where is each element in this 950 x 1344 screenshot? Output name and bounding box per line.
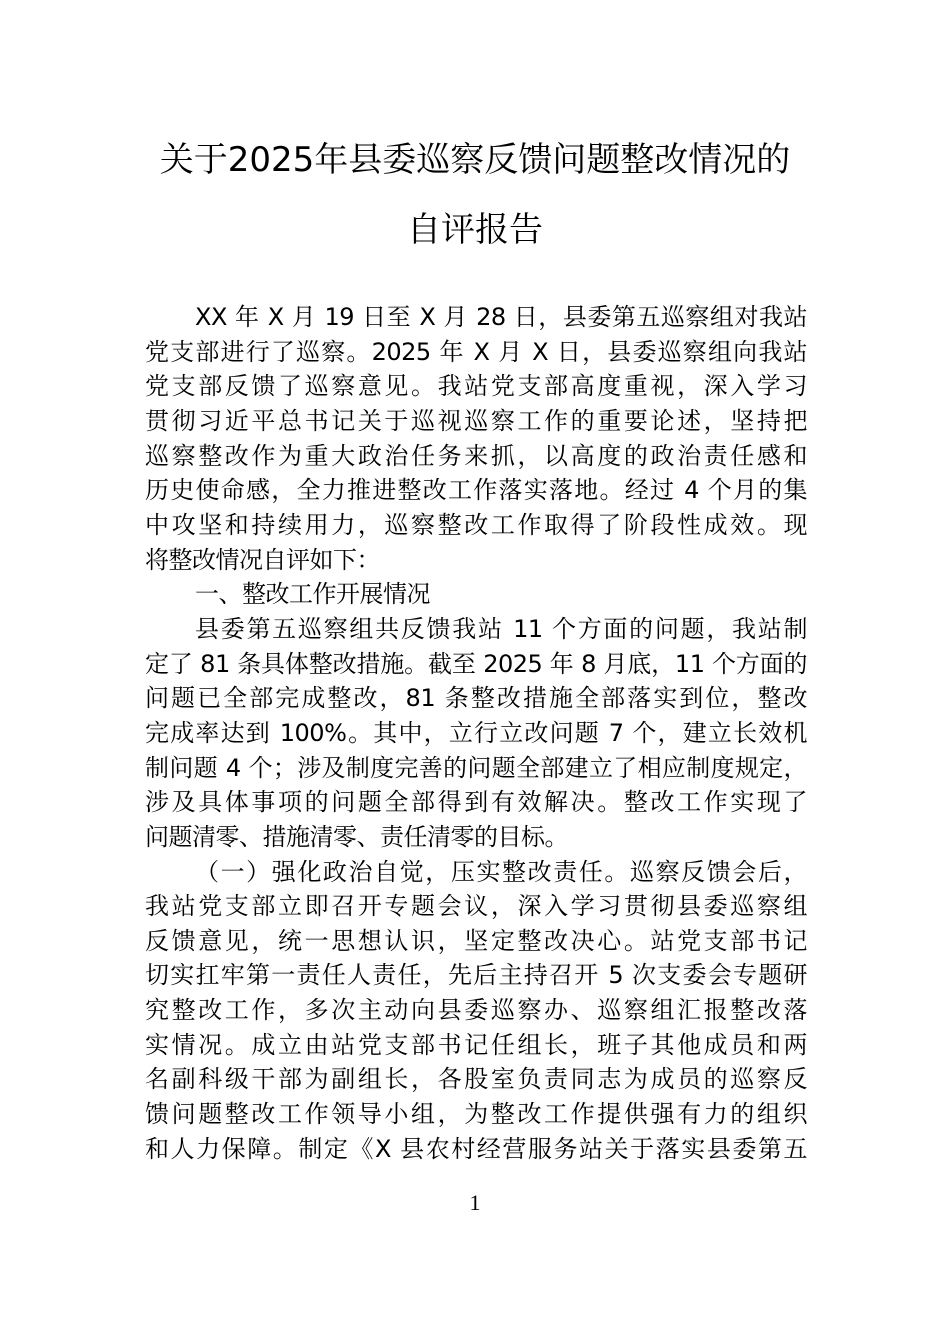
document-title-line-1: 关于2025年县委巡察反馈问题整改情况的 <box>159 140 791 180</box>
text-line: 党支部进行了巡察。2025 年 X 月 X 日，县委巡察组向我站 <box>145 337 807 366</box>
text-line: 和人力保障。制定《X 县农村经营服务站关于落实县委第五 <box>145 1134 807 1163</box>
text-line: 贯彻习近平总书记关于巡视巡察工作的重要论述，坚持把 <box>145 406 807 435</box>
document-body <box>145 300 807 1166</box>
text-line: 问题清零、措施清零、责任清零的目标。 <box>145 822 568 851</box>
paragraph <box>145 300 807 577</box>
text-line: 名副科级干部为副组长，各股室负责同志为成员的巡察反 <box>145 1065 807 1094</box>
section-heading <box>145 577 807 612</box>
text-line: 问题已全部完成整改，81 条整改措施全部落实到位，整改 <box>145 684 807 713</box>
paragraph <box>145 612 807 855</box>
text-line: 巡察整改作为重大政治任务来抓，以高度的政治责任感和 <box>145 441 807 470</box>
text-line: 历史使命感，全力推进整改工作落实落地。经过 4 个月的集 <box>145 476 807 505</box>
text-line: 党支部反馈了巡察意见。我站党支部高度重视，深入学习 <box>145 372 807 401</box>
text-line: 将整改情况自评如下： <box>145 545 380 574</box>
text-line: 究整改工作，多次主动向县委巡察办、巡察组汇报整改落 <box>145 996 807 1025</box>
document-title-line-2: 自评报告 <box>407 210 543 250</box>
text-line: 反馈意见，统一思想认识，坚定整改决心。站党支部书记 <box>145 926 807 955</box>
paragraph <box>145 855 807 1167</box>
text-line: （一）强化政治自觉，压实整改责任。巡察反馈会后， <box>195 857 807 886</box>
text-line: 中攻坚和持续用力，巡察整改工作取得了阶段性成效。现 <box>145 510 807 539</box>
text-line: XX 年 X 月 19 日至 X 月 28 日，县委第五巡察组对我站 <box>195 303 807 331</box>
text-line: 完成率达到 100%。其中，立行立改问题 7 个，建立长效机 <box>145 718 807 747</box>
text-line: 实情况。成立由站党支部书记任组长，班子其他成员和两 <box>145 1030 807 1059</box>
text-line: 制问题 4 个；涉及制度完善的问题全部建立了相应制度规定， <box>145 753 807 782</box>
text-line: 一、整改工作开展情况 <box>195 580 430 609</box>
text-line: 定了 81 条具体整改措施。截至 2025 年 8 月底，11 个方面的 <box>145 649 807 678</box>
text-line: 馈问题整改工作领导小组，为整改工作提供强有力的组织 <box>145 1100 807 1129</box>
text-line: 切实扛牢第一责任人责任，先后主持召开 5 次支委会专题研 <box>145 961 807 990</box>
text-line: 我站党支部立即召开专题会议，深入学习贯彻县委巡察组 <box>145 892 807 921</box>
page-number: 1 <box>469 1190 481 1215</box>
text-line: 涉及具体事项的问题全部得到有效解决。整改工作实现了 <box>145 788 807 817</box>
text-line: 县委第五巡察组共反馈我站 11 个方面的问题，我站制 <box>195 614 807 643</box>
